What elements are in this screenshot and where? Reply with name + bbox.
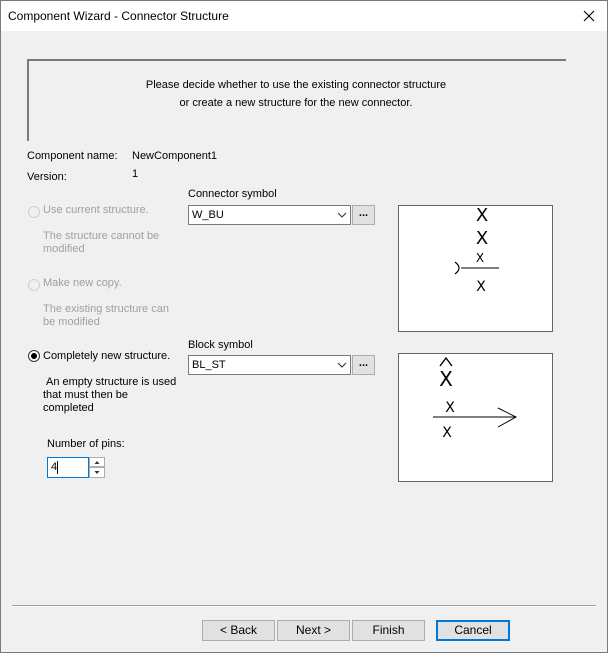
footer-separator — [12, 605, 596, 607]
connector-symbol-dropdown[interactable] — [188, 205, 351, 225]
block-symbol-value: BL_ST — [192, 359, 226, 371]
connector-symbol-value: W_BU — [192, 209, 224, 221]
completely-new-structure-desc-line1: An empty structure is used — [46, 376, 177, 388]
pins-decrement-button[interactable] — [89, 467, 105, 478]
make-new-copy-desc-line2: be modified — [43, 316, 100, 328]
completely-new-structure-desc-line2: that must then be — [43, 389, 128, 401]
number-of-pins-input[interactable] — [47, 457, 89, 478]
block-symbol-dropdown[interactable] — [188, 355, 351, 375]
cancel-button[interactable]: Cancel — [436, 620, 510, 641]
connector-symbol-browse-button[interactable]: ... — [352, 205, 375, 225]
chevron-down-icon — [337, 360, 347, 370]
arrow-up-icon — [90, 458, 104, 466]
preview-glyph-3: X — [475, 251, 485, 265]
block-symbol-label: Block symbol — [188, 339, 253, 351]
pins-spinner — [89, 457, 105, 478]
preview-glyph-4: X — [476, 279, 486, 295]
preview-glyph-7: X — [442, 425, 452, 441]
component-name-label: Component name: — [27, 150, 118, 162]
use-current-structure-desc-line1: The structure cannot be — [43, 230, 160, 242]
close-icon — [583, 10, 595, 22]
header-instruction-line1: Please decide whether to use the existing connector structure — [145, 79, 447, 91]
make-new-copy-radio[interactable] — [28, 279, 40, 291]
header-instruction-line2: or create a new structure for the new connector. — [179, 97, 413, 109]
number-of-pins-value: 4 — [51, 461, 58, 473]
chevron-down-icon — [337, 210, 347, 220]
completely-new-structure-label: Completely new structure. — [43, 350, 171, 362]
radio-selected-dot — [31, 353, 37, 359]
use-current-structure-desc-line2: modified — [43, 243, 85, 255]
block-symbol-graphic — [399, 354, 552, 481]
preview-glyph-1: X — [475, 206, 489, 226]
preview-glyph-5: X — [439, 367, 453, 391]
window-title: Component Wizard - Connector Structure — [8, 9, 229, 23]
number-of-pins-label: Number of pins: — [47, 438, 125, 450]
make-new-copy-label: Make new copy. — [43, 277, 122, 289]
block-symbol-browse-button[interactable]: ... — [352, 355, 375, 375]
connector-symbol-preview — [398, 205, 553, 332]
completely-new-structure-radio[interactable] — [28, 350, 40, 362]
completely-new-structure-desc-line3: completed — [43, 402, 94, 414]
preview-glyph-6: X — [445, 400, 455, 416]
connector-symbol-label: Connector symbol — [188, 188, 277, 200]
text-caret — [57, 461, 58, 474]
finish-button[interactable]: Finish — [352, 620, 425, 641]
arrow-down-icon — [90, 468, 104, 477]
make-new-copy-desc-line1: The existing structure can — [43, 303, 169, 315]
next-button[interactable]: Next > — [277, 620, 350, 641]
version-value: 1 — [132, 168, 139, 180]
component-name-value: NewComponent1 — [132, 150, 217, 162]
close-button[interactable] — [572, 1, 606, 31]
use-current-structure-radio[interactable] — [28, 206, 40, 218]
back-button[interactable]: < Back — [202, 620, 275, 641]
block-symbol-preview — [398, 353, 553, 482]
version-label: Version: — [27, 171, 67, 183]
connector-symbol-graphic — [399, 206, 552, 331]
pins-increment-button[interactable] — [89, 457, 105, 467]
use-current-structure-label: Use current structure. — [43, 204, 149, 216]
preview-glyph-2: X — [475, 228, 489, 249]
